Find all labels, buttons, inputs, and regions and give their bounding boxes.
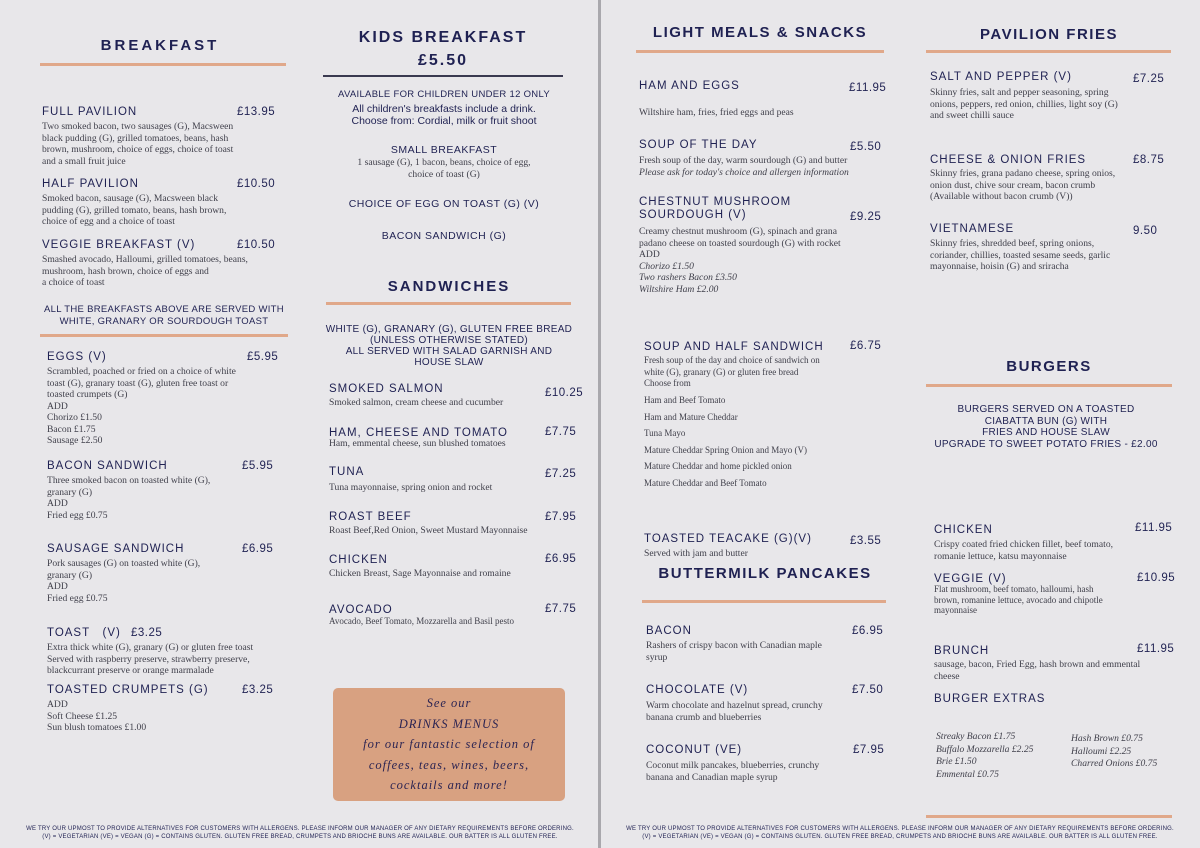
item-desc-bacon-sandwich: Three smoked bacon on toasted white (G), granary (G) ADD Fried egg £0.75 — [47, 475, 211, 521]
sandwich-options-list: Ham and Beef Tomato Ham and Mature Cheddar Tuna Mayo Mature Cheddar Spring Onion and Mayo (V) Mature Cheddar and home pickled onion Mature Cheddar and Beef Tomato — [644, 395, 807, 488]
item-price-toasted-crumpets: £3.25 — [242, 684, 274, 696]
item-price-bacon-sandwich: £5.95 — [242, 460, 274, 472]
item-name-coconut-pancakes: COCONUT (VE) — [646, 744, 743, 756]
item-name-chocolate-pancakes: CHOCOLATE (V) — [646, 684, 749, 696]
item-desc-toast: Extra thick white (G), granary (G) or gluten free toast Served with raspberry preserve, strawberry preserve, blackcurrant preserve or orange marmalade — [47, 642, 254, 676]
fries-rule — [926, 50, 1171, 53]
right-page — [600, 0, 1200, 848]
item-desc-chestnut-mushroom: Creamy chestnut mushroom (G), spinach and grana padano cheese on toasted sourdough (G) with rocket ADD Chorizo £1.50 Two rashers Bacon £3.50 Wiltshire Ham £2.00 — [639, 226, 841, 295]
item-name-tuna: TUNA — [329, 466, 365, 478]
item-price-chestnut-mushroom: £9.25 — [850, 211, 882, 223]
item-name-cheese-onion-fries: CHEESE & ONION FRIES — [930, 154, 1087, 166]
sandwiches-rule — [326, 302, 571, 305]
breakfast-note-rule — [40, 334, 288, 337]
item-desc-tuna: Tuna mayonnaise, spring onion and rocket — [329, 482, 493, 493]
item-desc-roast-beef: Roast Beef,Red Onion, Sweet Mustard Mayonnaise — [329, 525, 528, 536]
item-name-chicken-burger: CHICKEN — [934, 524, 993, 536]
item-desc-ham-cheese-tomato: Ham, emmental cheese, sun blushed tomatoes — [329, 438, 506, 449]
pavilion-fries-heading: PAVILION FRIES — [980, 26, 1118, 43]
item-desc-half-pavilion: Smoked bacon, sausage (G), Macsween black pudding (G), grilled tomato, beans, hash brown, choice of egg and a choice of toast — [42, 193, 227, 227]
item-price-vietnamese: 9.50 — [1133, 225, 1158, 237]
item-desc-chicken-burger: Crispy coated fried chicken fillet, beef tomato, romanie lettuce, katsu mayonnaise — [934, 539, 1114, 562]
kids-drink-intro: All children's breakfasts include a drink. Choose from: Cordial, milk or fruit shoot — [351, 103, 537, 127]
pancakes-heading: BUTTERMILK PANCAKES — [658, 565, 872, 582]
item-price-ham-cheese-tomato: £7.75 — [545, 426, 577, 438]
item-price-tuna: £7.25 — [545, 468, 577, 480]
burger-extras-left: Streaky Bacon £1.75 Buffalo Mozzarella £2.25 Brie £1.50 Emmental £0.75 — [936, 731, 1034, 780]
burger-extras-right: Hash Brown £0.75 Halloumi £2.25 Charred Onions £0.75 — [1071, 733, 1158, 769]
burgers-bottom-rule — [926, 815, 1172, 818]
item-name-smoked-salmon: SMOKED SALMON — [329, 383, 444, 395]
drinks-menu-promo: See our DRINKS MENUS for our fantastic selection of coffees, teas, wines, beers, cocktails and more! — [333, 688, 565, 801]
item-price-chicken-burger: £11.95 — [1135, 522, 1173, 534]
item-price-sausage-sandwich: £6.95 — [242, 543, 274, 555]
burgers-rule — [926, 384, 1172, 387]
item-desc-ham-and-eggs: Wiltshire ham, fries, fried eggs and peas — [639, 107, 794, 118]
item-name-ham-and-eggs: HAM AND EGGS — [639, 80, 740, 92]
item-name-bacon-pancakes: BACON — [646, 625, 692, 637]
kids-rule — [323, 75, 563, 77]
sandwiches-heading: SANDWICHES — [387, 278, 511, 295]
kids-breakfast-heading: KIDS BREAKFAST £5.50 — [358, 29, 528, 69]
item-name-half-pavilion: HALF PAVILION — [42, 178, 139, 190]
kids-small-breakfast-title: SMALL BREAKFAST — [390, 144, 498, 156]
breakfast-heading: BREAKFAST — [100, 37, 220, 54]
item-desc-coconut-pancakes: Coconut milk pancakes, blueberries, crunchy banana and Canadian maple syrup — [646, 760, 820, 783]
burgers-serving-note: BURGERS SERVED ON A TOASTED CIABATTA BUN (G) WITH FRIES AND HOUSE SLAW UPGRADE TO SWEET POTATO FRIES - £2.00 — [934, 404, 1158, 450]
item-name-vietnamese: VIETNAMESE — [930, 223, 1015, 235]
item-price-veggie-burger: £10.95 — [1137, 572, 1176, 584]
item-name-veggie-burger: VEGGIE (V) — [934, 573, 1007, 585]
item-name-eggs: EGGS (V) — [47, 351, 107, 363]
item-price-chicken-sandwich: £6.95 — [545, 553, 577, 565]
allergen-footer-left: WE TRY OUR UPMOST TO PROVIDE ALTERNATIVES FOR CUSTOMERS WITH ALLERGENS. PLEASE INFORM OUR MANAGER OF ANY DIETARY REQUIREMENTS BEFORE ORDERING. (V) = VEGETARIAN (VE) = VEGAN (G) = CONTAINS GLUTEN. GLUTEN FREE BREAD, CRUMPETS AND BRIOCHE BUNS ARE AVAILABLE. OUR BATTER IS ALL GLUTEN FREE. — [26, 826, 574, 840]
breakfast-toast-note: ALL THE BREAKFASTS ABOVE ARE SERVED WITH WHITE, GRANARY OR SOURDOUGH TOAST — [44, 304, 284, 327]
item-price-coconut-pancakes: £7.95 — [853, 744, 885, 756]
kids-egg-on-toast: CHOICE OF EGG ON TOAST (G) (V) — [348, 198, 540, 210]
item-desc-chicken-sandwich: Chicken Breast, Sage Mayonnaise and romaine — [329, 568, 511, 579]
light-meals-heading: LIGHT MEALS & SNACKS — [652, 24, 868, 41]
item-price-half-pavilion: £10.50 — [237, 178, 276, 190]
item-name-chestnut-mushroom: CHESTNUT MUSHROOM SOURDOUGH (V) — [639, 196, 792, 221]
item-price-toast: £3.25 — [131, 627, 163, 639]
item-name-full-pavilion: FULL PAVILION — [42, 106, 138, 118]
item-name-avocado: AVOCADO — [329, 604, 393, 616]
item-desc-sausage-sandwich: Pork sausages (G) on toasted white (G), granary (G) ADD Fried egg £0.75 — [47, 558, 201, 604]
item-price-smoked-salmon: £10.25 — [545, 387, 584, 399]
item-price-roast-beef: £7.95 — [545, 511, 577, 523]
item-name-roast-beef: ROAST BEEF — [329, 511, 412, 523]
light-meals-rule — [636, 50, 884, 53]
allergen-footer-right: WE TRY OUR UPMOST TO PROVIDE ALTERNATIVES FOR CUSTOMERS WITH ALLERGENS. PLEASE INFORM OUR MANAGER OF ANY DIETARY REQUIREMENTS BEFORE ORDERING. (V) = VEGETARIAN (VE) = VEGAN (G) = CONTAINS GLUTEN. GLUTEN FREE BREAD, CRUMPETS AND BRIOCHE BUNS ARE AVAILABLE. OUR BATTER IS ALL GLUTEN FREE. — [626, 826, 1174, 840]
item-desc-vietnamese: Skinny fries, shredded beef, spring onions, coriander, chillies, toasted sesame seeds, garlic mayonnaise, hoisin (G) and sriracha — [930, 238, 1111, 272]
item-desc-veggie-burger: Flat mushroom, beef tomato, halloumi, hash brown, romanine lettuce, avocado and chipotle mayonnaise — [934, 584, 1103, 615]
item-price-soup-and-half-sandwich: £6.75 — [850, 340, 882, 352]
item-name-toasted-teacake: TOASTED TEACAKE (G)(V) — [644, 533, 812, 545]
item-desc-toasted-teacake: Served with jam and butter — [644, 548, 748, 559]
item-desc-eggs: Scrambled, poached or fried on a choice of white toast (G), granary toast (G), gluten free toast or toasted crumpets (G) ADD Chorizo £1.50 Bacon £1.75 Sausage £2.50 — [47, 366, 236, 446]
item-desc-chocolate-pancakes: Warm chocolate and hazelnut spread, crunchy banana crumb and blueberries — [646, 700, 823, 723]
item-price-cheese-onion-fries: £8.75 — [1133, 154, 1165, 166]
item-desc-veggie-breakfast: Smashed avocado, Halloumi, grilled tomatoes, beans, mushroom, hash brown, choice of eggs and a choice of toast — [42, 254, 248, 288]
item-desc-soup-and-half-sandwich: Fresh soup of the day and choice of sandwich on white (G), granary (G) or gluten free bread Choose from — [644, 355, 820, 388]
item-name-toasted-crumpets: TOASTED CRUMPETS (G) — [47, 684, 209, 696]
item-desc-smoked-salmon: Smoked salmon, cream cheese and cucumber — [329, 397, 504, 408]
item-price-chocolate-pancakes: £7.50 — [852, 684, 884, 696]
item-desc-brunch-burger: sausage, bacon, Fried Egg, hash brown and emmental cheese — [934, 659, 1141, 682]
burger-extras-heading: BURGER EXTRAS — [934, 693, 1046, 705]
item-price-toasted-teacake: £3.55 — [850, 535, 882, 547]
item-name-toast: TOAST (V) — [47, 627, 121, 639]
item-name-bacon-sandwich: BACON SANDWICH — [47, 460, 168, 472]
item-price-bacon-pancakes: £6.95 — [852, 625, 884, 637]
item-desc-soup-of-the-day: Fresh soup of the day, warm sourdough (G) and butter Please ask for today's choice and allergen information — [639, 155, 849, 178]
item-price-ham-and-eggs: £11.95 — [849, 82, 887, 94]
item-name-soup-and-half-sandwich: SOUP AND HALF SANDWICH — [644, 341, 824, 353]
item-price-salt-and-pepper: £7.25 — [1133, 73, 1165, 85]
pancakes-rule — [642, 600, 886, 603]
kids-bacon-sandwich: BACON SANDWICH (G) — [381, 230, 507, 242]
item-name-sausage-sandwich: SAUSAGE SANDWICH — [47, 543, 185, 555]
item-price-eggs: £5.95 — [247, 351, 279, 363]
item-name-soup-of-the-day: SOUP OF THE DAY — [639, 139, 758, 151]
item-name-veggie-breakfast: VEGGIE BREAKFAST (V) — [42, 239, 196, 251]
item-price-full-pavilion: £13.95 — [237, 106, 276, 118]
item-price-brunch-burger: £11.95 — [1137, 643, 1175, 655]
sandwiches-bread-note: WHITE (G), GRANARY (G), GLUTEN FREE BREAD (UNLESS OTHERWISE STATED) ALL SERVED WITH SALAD GARNISH AND HOUSE SLAW — [325, 324, 573, 368]
item-desc-cheese-onion-fries: Skinny fries, grana padano cheese, spring onios, onion dust, chive sour cream, bacon crumb (Available without bacon crumb (V)) — [930, 168, 1116, 202]
item-desc-full-pavilion: Two smoked bacon, two sausages (G), Macsween black pudding (G), grilled tomatoes, beans, hash brown, mushroom, choice of eggs, choice of toast and a small fruit juice — [42, 121, 234, 167]
burgers-heading: BURGERS — [1006, 358, 1092, 375]
item-price-veggie-breakfast: £10.50 — [237, 239, 276, 251]
item-name-chicken-sandwich: CHICKEN — [329, 554, 388, 566]
item-desc-bacon-pancakes: Rashers of crispy bacon with Canadian maple syrup — [646, 640, 822, 663]
item-desc-avocado: Avocado, Beef Tomato, Mozzarella and Basil pesto — [329, 616, 514, 626]
item-name-ham-cheese-tomato: HAM, CHEESE AND TOMATO — [329, 427, 508, 439]
item-price-avocado: £7.75 — [545, 603, 577, 615]
item-name-salt-and-pepper: SALT AND PEPPER (V) — [930, 71, 1072, 83]
kids-small-breakfast-desc: 1 sausage (G), 1 bacon, beans, choice of egg, choice of toast (G) — [357, 157, 531, 180]
item-name-brunch-burger: BRUNCH — [934, 645, 990, 657]
item-desc-toasted-crumpets: ADD Soft Cheese £1.25 Sun blush tomatoes £1.00 — [47, 699, 147, 733]
kids-availability-note: AVAILABLE FOR CHILDREN UNDER 12 ONLY — [338, 89, 550, 100]
breakfast-rule — [40, 63, 286, 66]
item-desc-salt-and-pepper: Skinny fries, salt and pepper seasoning, spring onions, peppers, red onion, chillies, light soy (G) and sweet chilli sauce — [930, 87, 1118, 121]
item-price-soup-of-the-day: £5.50 — [850, 141, 882, 153]
